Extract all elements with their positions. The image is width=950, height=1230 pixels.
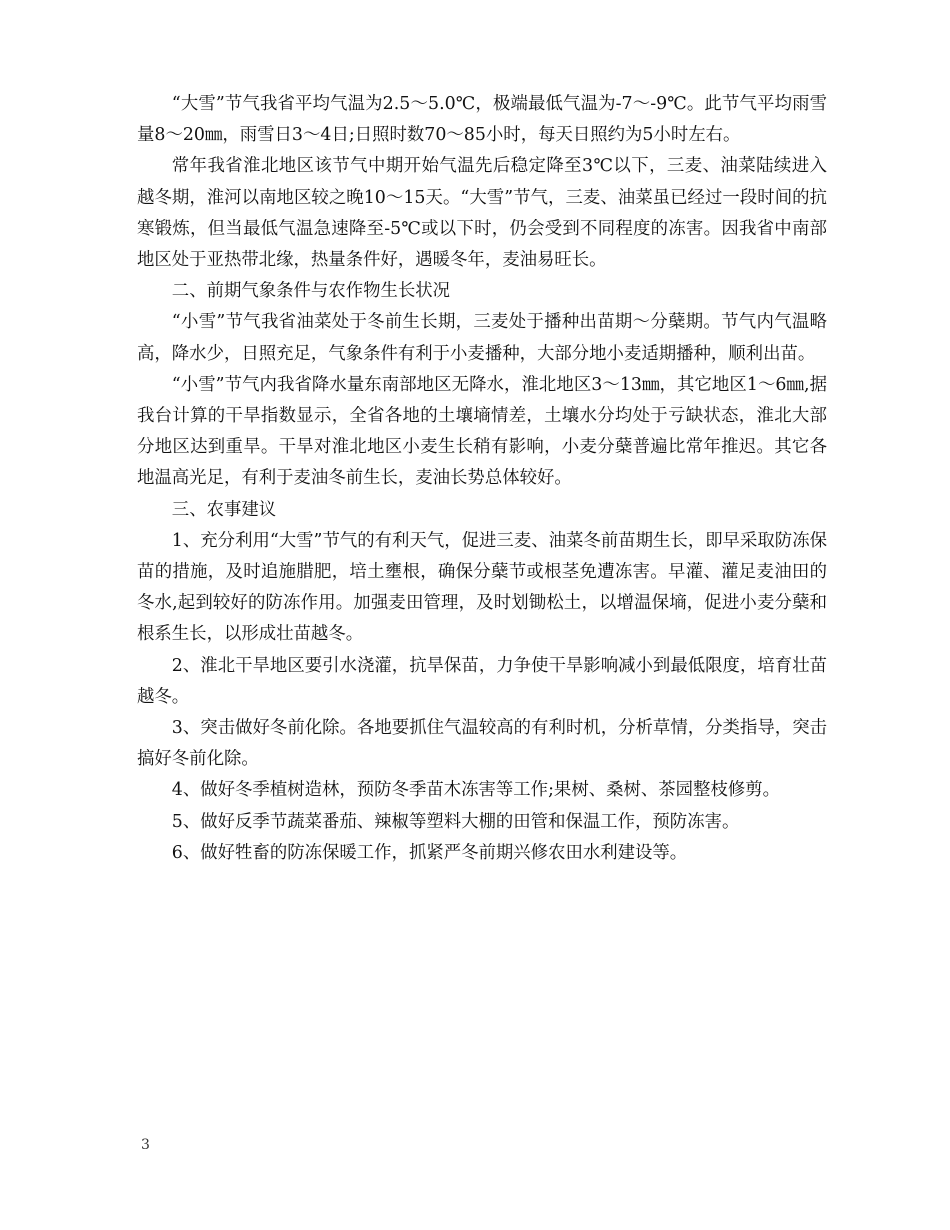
suggestion-2: 2、淮北干旱地区要引水浇灌，抗旱保苗，力争使干旱影响减小到最低限度，培育壮苗越冬。 bbox=[137, 655, 827, 707]
suggestion-5: 5、做好反季节蔬菜番茄、辣椒等塑料大棚的田管和保温工作，预防冻害。 bbox=[171, 811, 740, 832]
page-number: 3 bbox=[141, 1137, 150, 1153]
section-heading-2: 二、前期气象条件与农作物生长状况 bbox=[171, 281, 451, 302]
para-overwintering: 常年我省淮北地区该节气中期开始气温先后稳定降至3℃以下，三麦、油菜陆续进入越冬期，淮河以南地区较之晚10～15天。“大雪”节气，三麦、油菜虽已经过一段时间的抗寒锻炼，但当最低气温急速降至-5℃或以下时，仍会受到不同程度的冻害。因我省中南部地区处于亚热带北缘，热量条件好，遇暖冬年，麦油易旺长。 bbox=[137, 156, 827, 271]
suggestion-1: 1、充分利用“大雪”节气的有利天气，促进三麦、油菜冬前苗期生长，即早采取防冻保苗的措施，及时追施腊肥，培土壅根，确保分蘖节或根茎免遭冻害。早灌、灌足麦油田的冬水,起到较好的防冻作用。加强麦田管理，及时划锄松土，以增温保墒，促进小麦分蘖和根系生长，以形成壮苗越冬。 bbox=[137, 530, 827, 645]
document-body bbox=[137, 89, 827, 869]
para-xiaoxue-growth: “小雪”节气我省油菜处于冬前生长期，三麦处于播种出苗期～分蘖期。节气内气温略高，降水少，日照充足，气象条件有利于小麦播种，大部分地小麦适期播种，顺利出苗。 bbox=[137, 312, 827, 364]
section-heading-3: 三、农事建议 bbox=[171, 499, 277, 520]
suggestion-3: 3、突击做好冬前化除。各地要抓住气温较高的有利时机，分析草情，分类指导，突击搞好冬前化除。 bbox=[137, 718, 827, 770]
para-xiaoxue-drought: “小雪”节气内我省降水量东南部地区无降水，淮北地区3～13㎜，其它地区1～6㎜,据我台计算的干旱指数显示，全省各地的土壤墒情差，土壤水分均处于亏缺状态，淮北大部分地区达到重旱。干旱对淮北地区小麦生长稍有影响，小麦分蘖普遍比常年推迟。其它各地温高光足，有利于麦油冬前生长，麦油长势总体较好。 bbox=[137, 374, 827, 489]
suggestion-4: 4、做好冬季植树造林，预防冬季苗木冻害等工作;果树、桑树、茶园整枝修剪。 bbox=[171, 780, 781, 801]
suggestion-6: 6、做好牲畜的防冻保暖工作，抓紧严冬前期兴修农田水利建设等。 bbox=[171, 842, 688, 863]
para-daxue-climate: “大雪”节气我省平均气温为2.5～5.0℃，极端最低气温为-7～-9℃。此节气平均雨雪量8～20㎜，雨雪日3～4日;日照时数70～85小时，每天日照约为5小时左右。 bbox=[137, 94, 827, 146]
